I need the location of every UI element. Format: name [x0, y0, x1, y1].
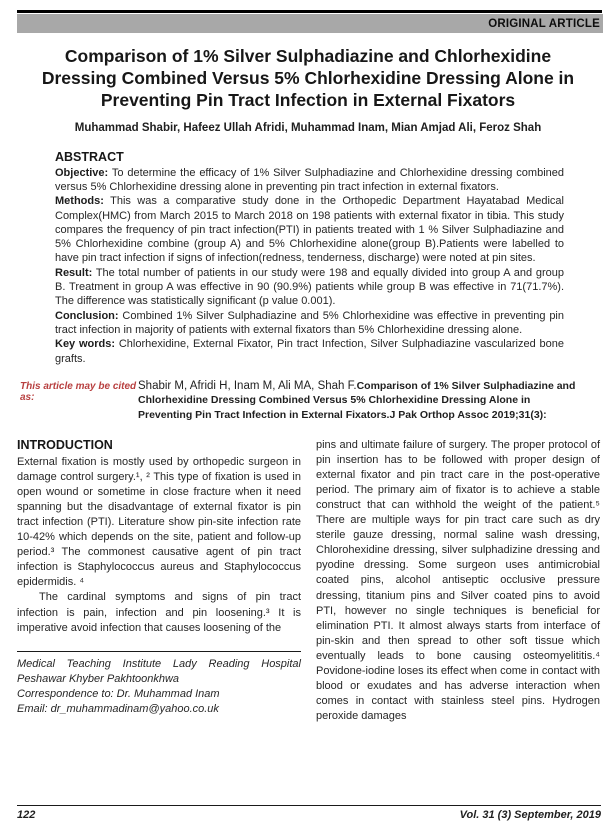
objective-text: To determine the efficacy of 1% Silver Sulphadiazine and Chlorhexidine dressing combined versus 5% Chlorhexidine dressing alone in preventing pin tract infection in external fixators.	[55, 166, 564, 193]
top-divider-rule	[17, 10, 602, 13]
affiliation-institute: Medical Teaching Institute Lady Reading Hospital Peshawar Khyber Pakhtoonkhwa	[17, 657, 301, 685]
citation-label: This article may be cited as:	[20, 380, 137, 403]
abstract-conclusion	[55, 309, 564, 338]
keywords-text: Chlorhexidine, External Fixator, Pin tract Infection, Silver Sulphadiazine vascularized bone grafts.	[55, 338, 564, 365]
footer-volume-info: Vol. 31 (3) September, 2019	[459, 809, 601, 821]
conclusion-text: Combined 1% Silver Sulphadiazine and 5% Chlorhexidine was effective in preventing pin tract infection in majority of patients with external fixators than 5% Chlorhexidine dressing alone.	[55, 309, 564, 336]
result-label: Result:	[55, 266, 93, 279]
introduction-paragraph-1: External fixation is mostly used by orthopedic surgeon in damage control surgery.¹, ² This type of fixation is used in open wound or sometime in close fracture when it need spanning but the disadvantage of external fixator is pin tract infection (PTI). Literature show pin-site infection rate 10-42% which depends on the site, patient and follow-up period.³ The commonest causative agent of pin tract infection is Staphylococcus aureus and Staphylococcus epidermidis. ⁴	[17, 455, 301, 589]
page-title: Comparison of 1% Silver Sulphadiazine and Chlorhexidine Dressing Combined Versus 5% Chlorhexidine Dressing Alone in Preventing Pin Tract Infection in External Fixators	[41, 46, 575, 111]
introduction-paragraph-2: The cardinal symptoms and signs of pin tract infection is pain, infection and pin loosening.³ It is imperative avoid infection that causes loosening of the	[17, 591, 301, 634]
article-type-label: ORIGINAL ARTICLE	[488, 17, 600, 30]
methods-label: Methods:	[55, 195, 104, 208]
citation-authors: Shabir M, Afridi H, Inam M, Ali MA, Shah F.	[138, 379, 357, 392]
abstract-section	[55, 150, 564, 366]
methods-text: This was a comparative study done in the Orthopedic Department Hayatabad Medical Complex(HMC) from March 2015 to March 2018 on 198 patients with external fixator in tibia. This study compares the frequency of pin tract infection(PTI) in patients treated with 1 % Silver Sulphadiazine and 5% Chlorhexidine combine (group A) and 5% Chlorhexidine alone(group B).Patients were labelled to have pin tract infection if signs of infection(redness, tenderness, discharge) were noted at pin sites.	[55, 195, 564, 265]
article-type-banner	[17, 14, 603, 33]
conclusion-label: Conclusion:	[55, 309, 119, 322]
abstract-result	[55, 266, 564, 309]
citation-section	[20, 379, 582, 423]
page-footer	[17, 805, 601, 821]
affiliation-correspondence: Correspondence to: Dr. Muhammad Inam	[17, 687, 220, 700]
two-column-body	[17, 438, 600, 725]
footer-page-number: 122	[17, 809, 36, 821]
affiliation-email: Email: dr_muhammadinam@yahoo.co.uk	[17, 703, 219, 715]
introduction-paragraph-right: pins and ultimate failure of surgery. The proper protocol of pin insertion has to be followed with proper design of external fixator and pin tract care in the post-operative period. The primary aim of fixator is to achieve a stable construct that can withhold the weight of the patient.⁵ There are multiple ways for pin tract care such as dry sterile gauze dressing, normal saline wash dressing, Chlorohexidine dressing, silver sulphadizine dressing and pyodine dressing. Some surgeon uses antimicrobial coated pins, alcohol antiseptic occlusive pressure dressing, titanium pins and Silver coated pins to avoid PTI, however no single techniques is beneficial for elimination PTI. It almost always starts from interface of pin-skin and then spread to other soft tissue which eventually leads to bone causing osteomyelititis.⁴ Povidone-iodine loses its effect when come in contact with blood or exudates and has adverse interaction when comes in contact with stainless steel pins. Hydrogen peroxide damages	[316, 438, 600, 723]
abstract-keywords	[55, 337, 564, 366]
citation-text	[138, 379, 582, 423]
left-column	[17, 438, 301, 725]
authors-line: Muhammad Shabir, Hafeez Ullah Afridi, Muhammad Inam, Mian Amjad Ali, Feroz Shah	[74, 121, 542, 134]
result-text: The total number of patients in our study were 198 and equally divided into group A and group B. Treatment in group A was effective in 90 (90.9%) patients while group B was effective in 71(71.7%). The difference was statistically significant (p value 0.001).	[55, 266, 564, 308]
citation-title: Comparison of 1% Silver Sulphadiazine and Chlorhexidine Dressing Combined Versus 5% Chlorhexidine Dressing Alone in Preventing Pin Tract Infection in External Fixators.J Pak Orthop Assoc 2019;31(3):	[138, 379, 576, 421]
abstract-objective	[55, 166, 564, 195]
abstract-methods	[55, 194, 564, 265]
right-column	[316, 438, 600, 725]
keywords-label: Key words:	[55, 338, 116, 351]
abstract-heading: ABSTRACT	[55, 149, 124, 164]
objective-label: Objective:	[55, 166, 109, 179]
affiliation-block	[17, 651, 301, 717]
introduction-heading: INTRODUCTION	[17, 437, 113, 452]
